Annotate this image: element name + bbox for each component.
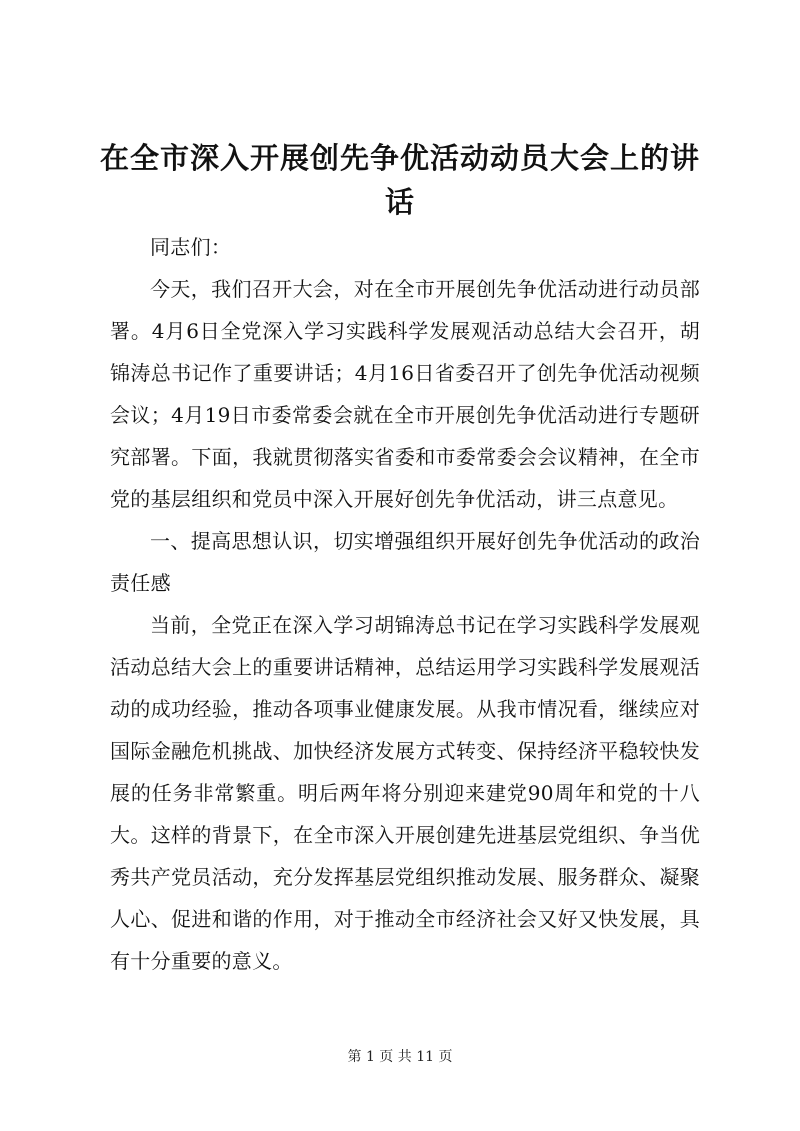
- section-paragraph: 当前，全党正在深入学习胡锦涛总书记在学习实践科学发展观活动总结大会上的重要讲话精神，总结运用学习实践科学发展观活动的成功经验，推动各项事业健康发展。从我市情况看，继续应对国际金融危机挑战、加快经济发展方式转变、保持经济平稳较快发展的任务非常繁重。明后两年将分别迎来建党90周年和党的十八大。这样的背景下，在全市深入开展创建先进基层党组织、争当优秀共产党员活动，充分发挥基层党组织推动发展、服务群众、凝聚人心、促进和谐的作用，对于推动全市经济社会又好又快发展，具有十分重要的意义。: [110, 613, 700, 973]
- section-heading: 一、提高思想认识，切实增强组织开展好创先争优活动的政治责任感: [110, 529, 700, 595]
- document-title: 在全市深入开展创先争优活动动员大会上的讲话: [100, 141, 701, 219]
- document-body: [110, 226, 700, 982]
- intro-paragraph: 今天，我们召开大会，对在全市开展创先争优活动进行动员部署。4月6日全党深入学习实践科学发展观活动总结大会召开，胡锦涛总书记作了重要讲话；4月16日省委召开了创先争优活动视频会议；4月19日市委常委会就在全市开展创先争优活动进行专题研究部署。下面，我就贯彻落实省委和市委常委会会议精神，在全市党的基层组织和党员中深入开展好创先争优活动，讲三点意见。: [110, 277, 700, 511]
- page-footer: 第 1 页 共 11 页: [347, 1049, 453, 1065]
- salutation-paragraph: 同志们：: [150, 235, 232, 259]
